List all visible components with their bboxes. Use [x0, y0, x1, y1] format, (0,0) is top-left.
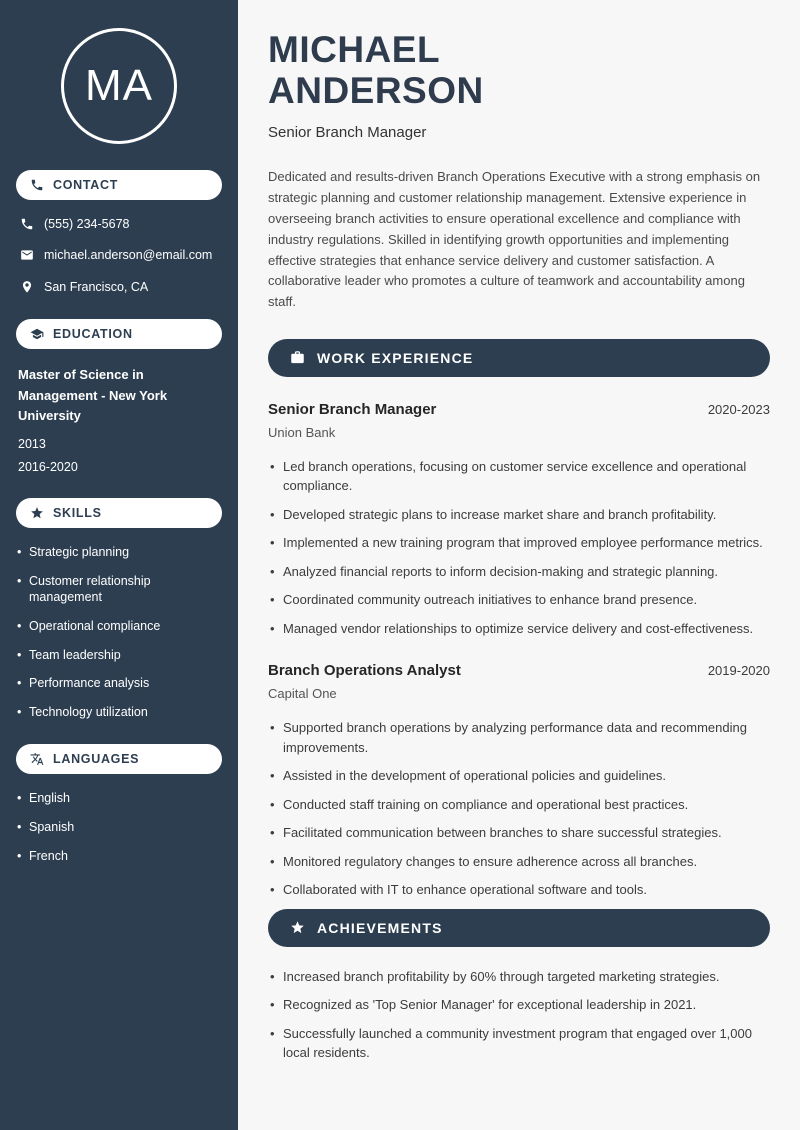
job-bullet: • Facilitated communication between branches to share successful strategies. [268, 823, 770, 843]
mail-icon [20, 248, 34, 262]
language-item: • French [16, 848, 222, 864]
skill-item: • Technology utilization [16, 704, 222, 720]
contact-location-row [20, 279, 224, 295]
candidate-last-name: ANDERSON [268, 69, 484, 111]
phone-icon [20, 217, 34, 231]
job-bullet: • Implemented a new training program that improved employee performance metrics. [268, 533, 770, 553]
job-title: Senior Branch Manager [268, 400, 437, 418]
work-experience-section-header [268, 339, 770, 377]
avatar-initials: MA [85, 61, 153, 110]
job-company: Union Bank [268, 424, 336, 440]
skill-item: • Performance analysis [16, 675, 222, 691]
job-company: Capital One [268, 686, 337, 702]
achievement-item: • Increased branch profitability by 60% through targeted marketing strategies. [268, 967, 770, 987]
job-header [268, 401, 770, 418]
languages-header-label: LANGUAGES [53, 752, 140, 767]
star-icon [30, 506, 44, 520]
education-section-header [16, 319, 222, 349]
job-bullet: • Conducted staff training on compliance and operational best practices. [268, 795, 770, 815]
candidate-first-name: MICHAEL [268, 29, 441, 70]
work-experience-header-label: WORK EXPERIENCE [317, 349, 474, 366]
job-bullet: • Coordinated community outreach initiatives to enhance brand presence. [268, 590, 770, 610]
achievements-header-label: ACHIEVEMENTS [317, 919, 443, 936]
achievement-item: • Recognized as 'Top Senior Manager' for exceptional leadership in 2021. [268, 995, 770, 1015]
skill-item: • Customer relationship management [16, 573, 222, 606]
contact-email-value: michael.anderson@email.com [44, 248, 213, 263]
skill-item: • Operational compliance [16, 618, 222, 634]
job-bullet: • Led branch operations, focusing on customer service excellence and operational compliance. [268, 457, 770, 496]
job-bullet: • Monitored regulatory changes to ensure adherence across all branches. [268, 852, 770, 872]
job-bullet-list [268, 457, 770, 639]
phone-icon [30, 178, 44, 192]
job-dates: 2019-2020 [707, 663, 770, 679]
star-icon [290, 920, 305, 935]
contact-email-row [20, 247, 224, 263]
job-bullet: • Managed vendor relationships to optimize service delivery and cost-effectiveness. [268, 619, 770, 639]
education-entry [18, 365, 220, 474]
graduation-cap-icon [30, 327, 44, 341]
main-content [238, 0, 800, 1130]
skills-list [16, 544, 222, 720]
skills-section-header [16, 498, 222, 528]
skill-item: • Team leadership [16, 647, 222, 663]
candidate-name [268, 30, 770, 111]
education-degree: Master of Science in Management - New York University [18, 366, 168, 424]
job-bullet: • Collaborated with IT to enhance operational software and tools. [268, 880, 770, 900]
education-period-1: 2013 [18, 437, 46, 452]
education-period-2: 2016-2020 [18, 460, 78, 475]
profile-summary: Dedicated and results-driven Branch Operations Executive with a strong emphasis on strategic planning and customer relationship management. Extensive experience in overseeing branch activities to ensure operational excellence and compliance with industry regulations. Skilled in identifying growth opportunities and implementing effective strategies that enhance service delivery and customer satisfaction. A collaborative leader who promotes a culture of teamwork and accountability among staff. [268, 169, 761, 310]
language-item: • Spanish [16, 819, 222, 835]
job-entry [268, 662, 770, 900]
job-header [268, 662, 770, 679]
job-bullet: • Developed strategic plans to increase market share and branch profitability. [268, 505, 770, 525]
languages-section-header [16, 744, 222, 774]
contact-section-header [16, 170, 222, 200]
location-pin-icon [20, 280, 34, 294]
achievements-list [268, 967, 770, 1063]
job-title: Branch Operations Analyst [268, 662, 461, 680]
languages-list [16, 790, 222, 864]
job-bullet-list [268, 718, 770, 900]
translate-icon [30, 752, 44, 766]
contact-location-value: San Francisco, CA [44, 279, 149, 294]
job-bullet: • Supported branch operations by analyzing performance data and recommending improvements. [268, 718, 770, 757]
language-item: • English [16, 790, 222, 806]
contact-header-label: CONTACT [53, 178, 119, 192]
candidate-job-title: Senior Branch Manager [268, 124, 427, 142]
job-entry [268, 401, 770, 639]
contact-phone-value: (555) 234-5678 [44, 217, 130, 231]
sidebar [0, 0, 238, 1130]
avatar [61, 28, 177, 144]
job-dates: 2020-2023 [707, 401, 770, 417]
job-bullet: • Analyzed financial reports to inform decision-making and strategic planning. [268, 562, 770, 582]
contact-phone-row [20, 216, 224, 232]
achievements-section-header [268, 909, 770, 947]
skills-header-label: SKILLS [53, 506, 102, 521]
briefcase-icon [290, 350, 305, 365]
achievement-item: • Successfully launched a community investment program that engaged over 1,000 local residents. [268, 1024, 770, 1063]
job-bullet: • Assisted in the development of operational policies and guidelines. [268, 766, 770, 786]
skill-item: • Strategic planning [16, 544, 222, 560]
education-header-label: EDUCATION [53, 326, 133, 341]
